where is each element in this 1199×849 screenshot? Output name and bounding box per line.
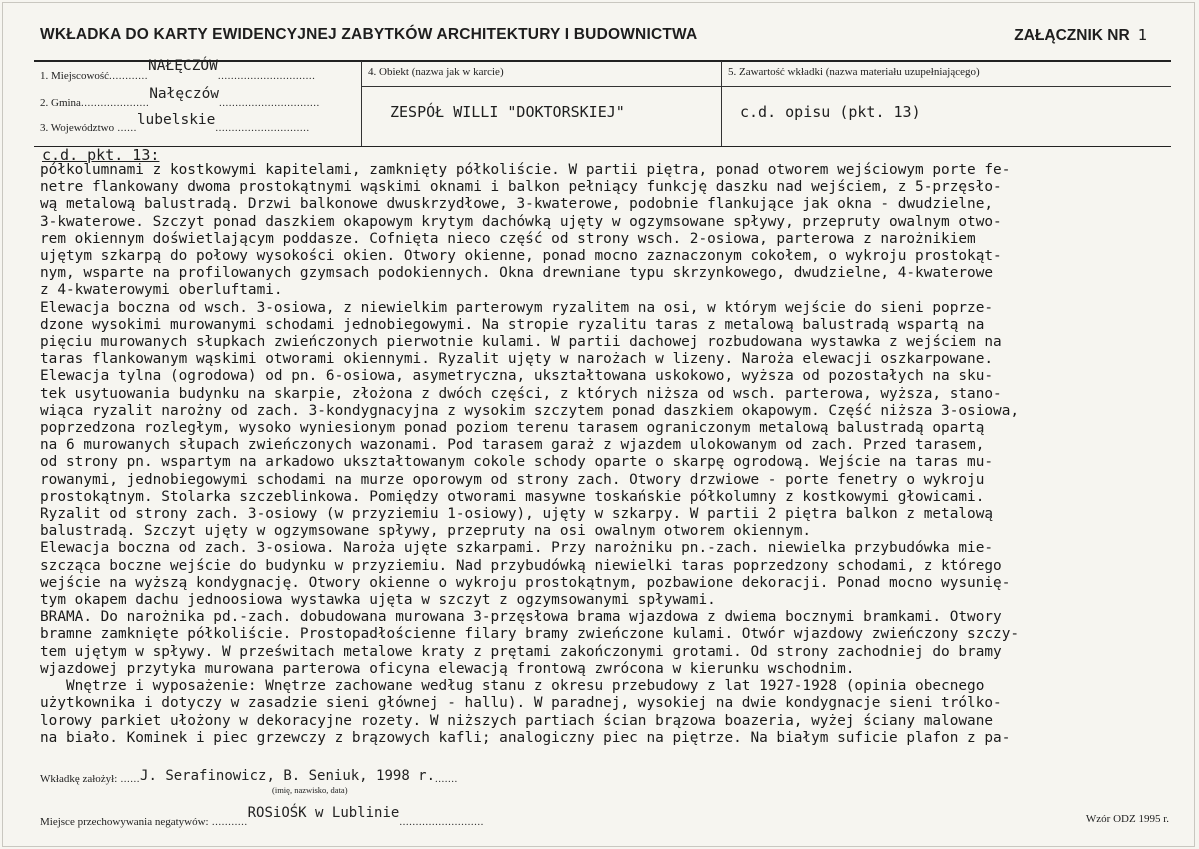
inserted-by-row: Wkładkę założył: ......J. Serafinowicz, B. Seniuk, 1998 r........ — [40, 768, 458, 785]
text-line: taras flankowanym wąskimi otworami okiennymi. Ryzalit ujęty w narożach w lizeny. Naroża elewacji oszkarpowane. — [40, 351, 994, 368]
annex-label — [1014, 26, 1147, 45]
text-line: netre flankowany dwoma prostokątnymi wąskimi oknami i balkon pełniący funkcję daszku nad wejściem, z 5-przęsło- — [40, 179, 1002, 196]
negatives-label: Miejsce przechowywania negatywów: — [40, 816, 209, 828]
text-line: na biało. Kominek i piec grzewczy z brązowych kafli; analogiczny piec na piętrze. Na białym suficie plafon z pa- — [40, 729, 1011, 746]
text-line: wjazdowej przytyka murowana parterowa oficyna elewacją frontową zwrócona w kierunku wschodnim. — [40, 660, 855, 677]
text-line: wą metalową balustradą. Drzwi balkonowe dwuskrzydłowe, 3-kwaterowe, podobnie flankujące jak okna - dwudzielne, — [40, 196, 994, 213]
contents-label-rule — [722, 86, 1171, 87]
text-line: 3-kwaterowe. Szczyt ponad daszkiem okapowym krytym dachówką ujęty w ogzymsowane spływy, przepruty owalnym otwo- — [40, 213, 1002, 230]
annex-number: 1 — [1137, 26, 1147, 44]
text-line: dzone wysokimi murowanymi schodami jednobiegowymi. Na stropie ryzalitu taras z metalową balustradą wspartą na — [40, 316, 985, 333]
field-contents-value: c.d. opisu (pkt. 13) — [740, 103, 921, 121]
field-commune: 2. Gmina.....................Nałęczów............................... — [40, 86, 320, 109]
text-line: z 4-kwaterowymi oberluftami. — [40, 282, 283, 299]
text-line: BRAMA. Do narożnika pd.-zach. dobudowana murowana 3-przęsłowa brama wjazdowa z dwiema bocznymi bramkami. Otwory — [40, 609, 1002, 626]
field-locality: 1. Miejscowość............NAŁĘCZÓW.............................. — [40, 58, 316, 82]
text-line: Wnętrze i wyposażenie: Wnętrze zachowane według stanu z okresu przebudowy z lat 1927-1928 (opinia obecnego — [40, 678, 985, 695]
field-voivodeship-label: 3. Województwo — [40, 122, 115, 134]
text-line: Ryzalit od strony zach. 3-osiowy (w przyziemiu 1-osiowy), ujęty w szkarpy. W partii 2 piętra balkon z metalową — [40, 506, 994, 523]
text-line: nym, wsparte na profilowanych gzymsach podokiennych. Okna drewniane typu skrzynkowego, dwudzielne, 4-kwaterowe — [40, 265, 994, 282]
text-line: tem ujętym w spływy. W prześwitach metalowe kraty z prętami zakończonymi grotami. Od strony zachodniej do bramy — [40, 643, 1002, 660]
text-line: prostokątnym. Stolarka szczeblinkowa. Pomiędzy otworami masywne toskańskie półkolumny z kostkowymi głowicami. — [40, 488, 985, 505]
column-divider-1 — [361, 61, 362, 147]
inserted-by-label: Wkładkę założył: — [40, 773, 118, 785]
text-line: pięciu murowanych słupkach zwieńczonych pierwotnie kulami. W partii dachowej rozbudowana wystawka z wejściem na — [40, 334, 1002, 351]
field-object-value: ZESPÓŁ WILLI "DOKTORSKIEJ" — [390, 103, 625, 121]
inserted-by-caption: (imię, nazwisko, data) — [272, 785, 348, 795]
text-line: szcząca boczne wejście do budynku w przyziemiu. Nad przybudówką niewielki taras poprzedzony schodami, z którego — [40, 557, 1002, 574]
annex-label-text: ZAŁĄCZNIK NR — [1014, 27, 1130, 44]
text-line: wejście na wyższą kondygnację. Otwory okienne o wykroju prostokątnym, pozbawione dekoracji. Ponad mocno wysunię- — [40, 574, 1011, 591]
description-text — [40, 162, 1180, 747]
field-voivodeship: 3. Województwo ......lubelskie............................. — [40, 112, 310, 134]
document-title: WKŁADKA DO KARTY EWIDENCYJNEJ ZABYTKÓW ARCHITEKTURY I BUDOWNICTWA — [40, 26, 698, 43]
text-line: rowanymi, jednobiegowymi schodami na murze oporowym od strony zach. Otwory drzwiowe - porte fenetry o wykroju — [40, 471, 985, 488]
text-line: Elewacja boczna od zach. 3-osiowa. Naroża ujęte szkarpami. Przy narożniku pn.-zach. niewielka przybudówka mie- — [40, 540, 994, 557]
inserted-by-value: J. Serafinowicz, B. Seniuk, 1998 r. — [140, 768, 436, 784]
object-label-rule — [362, 86, 721, 87]
text-line: poprzedzona rozległym, wysoko wyniesionym ponad poziom terenu tarasem ograniczonym metalową balustradą opartą — [40, 420, 985, 437]
text-line: półkolumnami z kostkowymi kapitelami, zamknięty półkoliście. W partii piętra, ponad otworem wejściowym porte fe- — [40, 162, 1011, 178]
text-line: użytkownika i dotyczy w zasadzie sieni głównej - hallu). W paradnej, wysokiej na dwie kondygnacje sieni trólko- — [40, 695, 1002, 712]
text-line: ujętym szkarpą do połowy wysokości okien. Otwory okienne, ponad mocno zaznaczonym cokołem, o wykroju prostokąt- — [40, 248, 1002, 265]
field-object-label: 4. Obiekt (nazwa jak w karcie) — [368, 66, 504, 78]
text-line: balustradą. Szczyt ujęty w ogzymsowane spływy, przepruty na osi owalnym otworem okiennym. — [40, 523, 812, 540]
negatives-row: Miejsce przechowywania negatywów: ...........ROSiOŚK w Lublinie.......................... — [40, 805, 484, 828]
field-voivodeship-value: lubelskie — [136, 112, 216, 128]
field-locality-label: 1. Miejscowość — [40, 70, 110, 82]
text-line: lorowy parkiet ułożony w dekoracyjne rozety. W niższych partiach ścian brązowa boazeria, wyżej ściany malowane — [40, 712, 994, 729]
text-line: od strony pn. wspartym na arkadowo ukształtowanym cokole schody oparte o skarpę ogrodową. Wejście na taras mu- — [40, 454, 994, 471]
text-line: Elewacja tylna (ogrodowa) od pn. 6-osiowa, asymetryczna, ukształtowana uskokowo, wyższa od pozostałych na sku- — [40, 368, 994, 385]
field-locality-value: NAŁĘCZÓW — [148, 58, 218, 74]
field-commune-value: Nałęczów — [149, 86, 220, 102]
section-heading: c.d. pkt. 13: — [42, 146, 160, 164]
field-contents-label: 5. Zawartość wkładki (nazwa materiału uzupełniającego) — [728, 66, 980, 78]
field-commune-label: 2. Gmina — [40, 97, 81, 109]
text-line: wiąca ryzalit narożny od zach. 3-kondygnacyjna z wysokim szczytem ponad daszkiem okapowym. Część niższa 3-osiowa, — [40, 402, 1020, 419]
text-line: na 6 murowanych słupach zwieńczonych wazonami. Pod tarasem garaż z wjazdem ulokowanym od zach. Przed tarasem, — [40, 437, 985, 454]
text-line: Elewacja boczna od wsch. 3-osiowa, z niewielkim parterowym ryzalitem na osi, w którym wejście do sieni poprze- — [40, 299, 994, 316]
negatives-value: ROSiOŚK w Lublinie — [247, 805, 400, 821]
column-divider-2 — [721, 61, 722, 147]
text-line: tym okapem dachu jednoosiowa wystawka ujęta w szczyt z ogzymsowanymi spływami. — [40, 592, 716, 609]
text-line: rem okiennym doświetlającym poddasze. Cofnięta nieco część od strony wsch. 2-osiowa, parterowa z narożnikiem — [40, 230, 976, 247]
text-line: bramne zamknięte półkoliście. Prostopadłościenne filary bramy zwieńczone kulami. Otwór wjazdowy zwieńczony szczy- — [40, 626, 1020, 643]
form-model: Wzór ODZ 1995 r. — [1085, 813, 1169, 825]
mid-rule — [34, 146, 1171, 147]
text-line: tek usytuowania budynku na skarpie, złożona z dwóch części, z których niższa od wsch. parterowa, wyższa, stano- — [40, 385, 1002, 402]
